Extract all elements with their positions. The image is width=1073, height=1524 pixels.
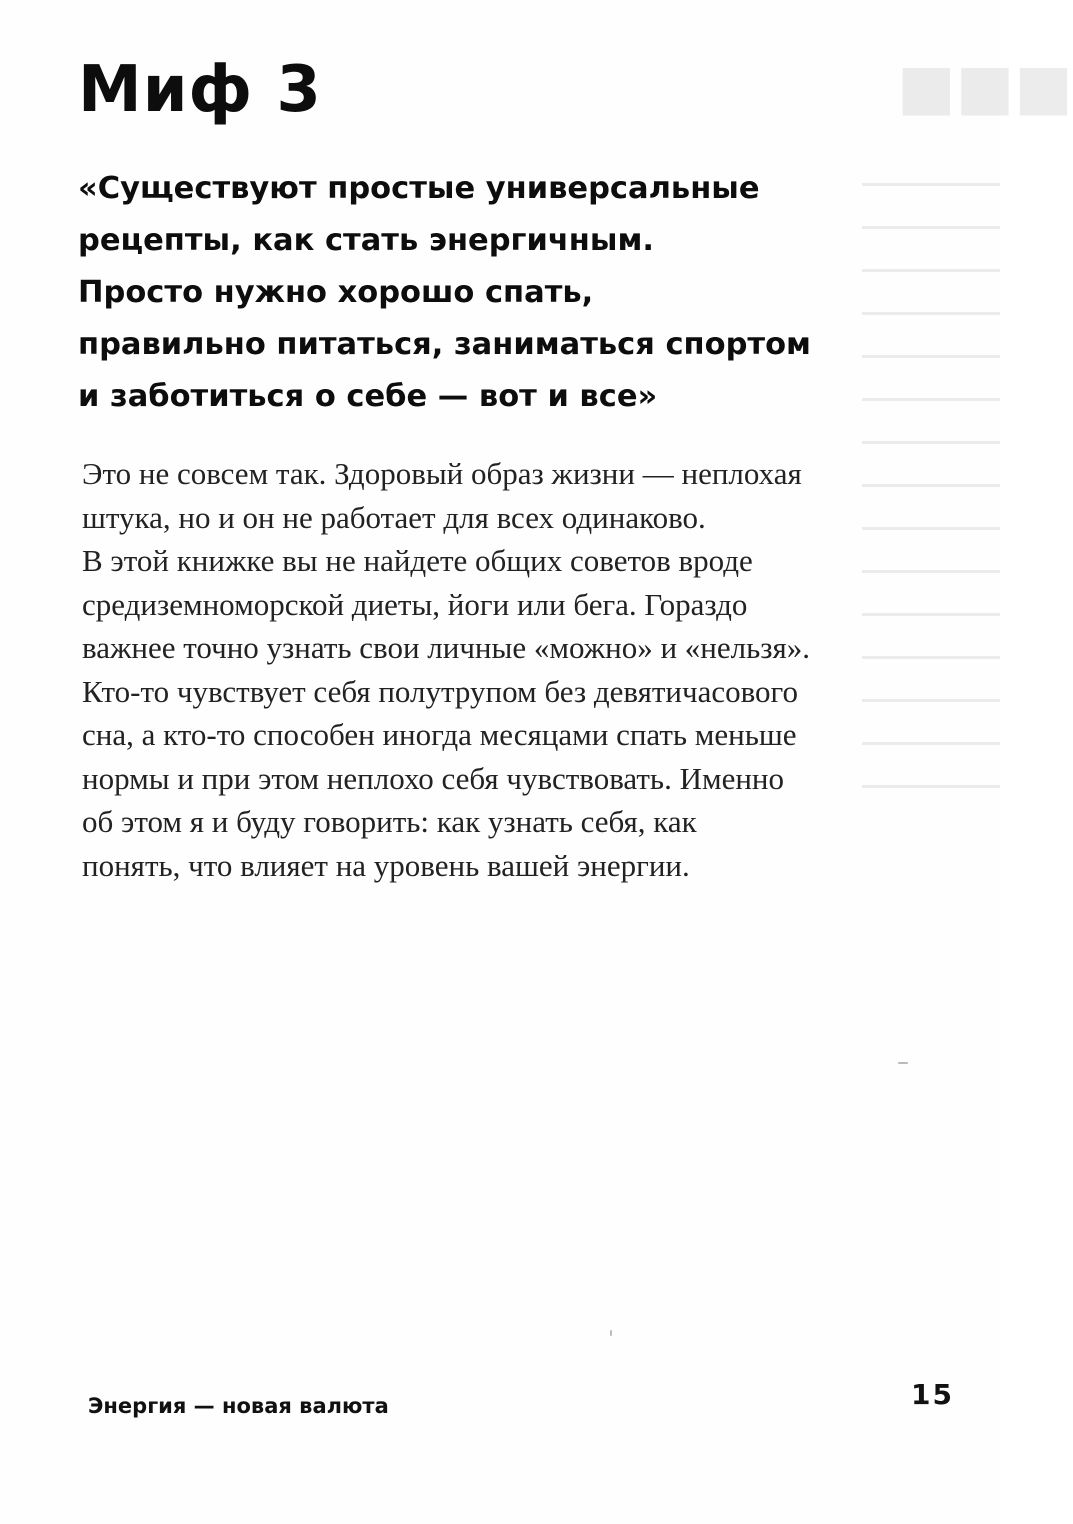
body-line: средиземноморской диеты, йоги или бега. Гораздо	[82, 586, 748, 622]
body-line: В этой книжке вы не найдете общих советов вроде	[82, 543, 753, 578]
show-through-heading: ■■■	[897, 50, 1073, 123]
body-line: Это не совсем так. Здоровый образ жизни — неплохая	[82, 456, 802, 491]
page-number: 15	[911, 1378, 954, 1411]
myth-quote	[78, 163, 958, 423]
quote-line: правильно питаться, заниматься спортом	[78, 327, 811, 362]
body-line: штука, но и он не работает для всех одинаково.	[82, 499, 706, 535]
quote-line: и заботиться о себе — вот и все»	[78, 379, 658, 414]
running-footer-book-title: Энергия — новая валюта	[88, 1394, 389, 1418]
quote-line: рецепты, как стать энергичным.	[78, 223, 654, 258]
paper-speck	[610, 1330, 612, 1336]
body-line: нормы и при этом неплохо себя чувствовать. Именно	[82, 760, 785, 796]
body-line: сна, а кто-то способен иногда месяцами спать меньше	[82, 717, 797, 752]
quote-line: Просто нужно хорошо спать,	[78, 275, 594, 310]
body-paragraph	[82, 452, 962, 887]
chapter-heading: Миф 3	[78, 53, 322, 127]
quote-line: «Существуют простые универсальные	[78, 171, 760, 206]
body-line: понять, что влияет на уровень вашей энергии.	[82, 847, 690, 883]
body-line: важнее точно узнать свои личные «можно» и «нельзя».	[82, 630, 811, 665]
body-line: об этом я и буду говорить: как узнать себя, как	[82, 804, 697, 839]
body-line: Кто-то чувствует себя полутрупом без девятичасового	[82, 673, 798, 709]
paper-speck	[898, 1062, 908, 1064]
